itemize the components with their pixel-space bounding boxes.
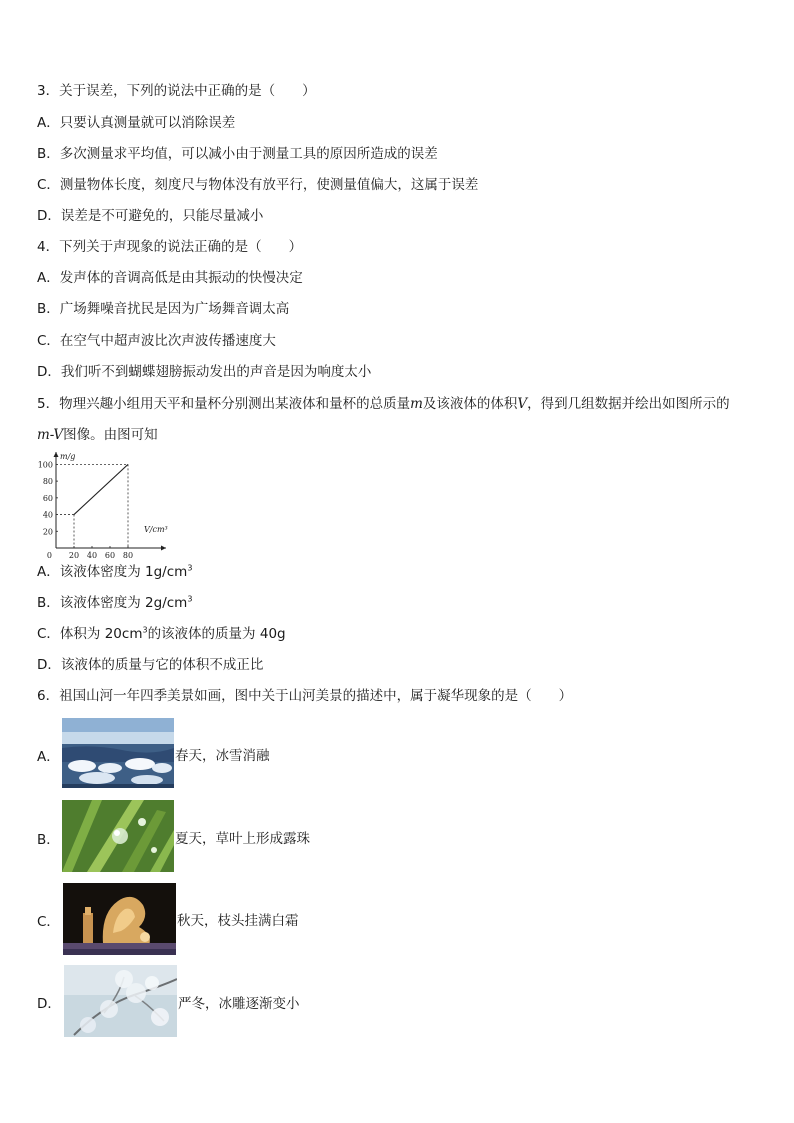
y-axis-arrow [54,452,59,457]
q5-stem-line1 [37,395,730,413]
q5-stem-part1: 5．物理兴趣小组用天平和量杯分别测出某液体和量杯的总质量 [37,396,411,412]
q5-var-m: m [410,396,423,412]
x-tick-label-80: 80 [122,551,134,558]
q5-option-a-text: A．该液体密度为 1g/cm [37,564,188,580]
q5-var-v: V [517,396,528,412]
y-tick-label-40: 40 [42,510,53,520]
q3-option-b: B．多次测量求平均值，可以减小由于测量工具的原因所造成的误差 [37,146,438,162]
x-axis-arrow [161,546,166,551]
q4-option-d: D．我们听不到蝴蝶翅膀振动发出的声音是因为响度太小 [37,364,372,380]
x-axis-label: V/cm³ [144,525,168,534]
q5-stem-line2 [37,426,158,444]
q5-option-c-text: C．体积为 20cm [37,626,143,642]
q5-option-b-sup: 3 [187,594,193,604]
y-tick-label-100: 100 [37,460,53,470]
mv-chart [36,450,196,558]
q4-option-b: B．广场舞噪音扰民是因为广场舞音调太高 [37,301,290,317]
q6-option-c-caption: 秋天，枝头挂满白霜 [177,913,299,929]
q6-option-a-label: A． [37,749,60,765]
q3-option-d: D．误差是不可避免的，只能尽量减小 [37,208,264,224]
q6-option-b-caption: 夏天，草叶上形成露珠 [175,831,310,847]
q5-option-a [37,563,192,581]
q3-option-a: A．只要认真测量就可以消除误差 [37,115,236,131]
q5-option-d: D．该液体的质量与它的体积不成正比 [37,657,264,673]
x-tick-label-20: 20 [68,551,80,558]
y-tick-label-20: 20 [42,527,53,537]
y-tick-label-60: 60 [42,493,53,503]
q5-var-mv: m-V [37,427,64,443]
q5-option-c-sup: 3 [142,625,148,635]
q6-option-b-label: B． [37,832,60,848]
q6-stem: 6．祖国山河一年四季美景如画，图中关于山河美景的描述中，属于凝华现象的是（ ） [37,688,573,704]
q4-stem: 4．下列关于声现象的说法正确的是（ ） [37,239,303,255]
x-tick-label-40: 40 [86,551,98,558]
q5-stem-part3: ，得到几组数据并绘出如图所示的 [527,396,730,412]
q6-option-c-image [63,883,176,955]
x-tick-label-60: 60 [104,551,116,558]
y-axis-label: m/g [60,452,76,461]
q5-stem-part2: 及该液体的体积 [422,396,518,412]
q6-option-a-caption: 春天，冰雪消融 [175,748,270,764]
q5-option-b [37,594,192,612]
q6-option-d-image [64,965,177,1037]
q3-option-c: C．测量物体长度，刻度尺与物体没有放平行，使测量值偏大，这属于误差 [37,177,479,193]
origin-label: 0 [46,551,52,558]
q3-stem: 3．关于误差，下列的说法中正确的是（ ） [37,83,316,99]
q6-option-c-label: C． [37,914,60,930]
series-line-0 [74,464,128,514]
q5-stem-part4: 图像。由图可知 [63,427,158,443]
q6-option-d-caption: 严冬，冰雕逐渐变小 [178,996,300,1012]
q5-option-c [37,625,286,643]
q5-option-a-sup: 3 [187,563,193,573]
q6-option-b-image [62,800,174,872]
q4-option-c: C．在空气中超声波比次声波传播速度大 [37,333,276,349]
q6-option-d-label: D． [37,996,61,1012]
q6-option-a-image [62,718,174,788]
y-tick-label-80: 80 [42,477,53,487]
q4-option-a: A．发声体的音调高低是由其振动的快慢决定 [37,270,303,286]
q5-option-c-post: 的该液体的质量为 40g [147,626,286,642]
q5-option-b-text: B．该液体密度为 2g/cm [37,595,188,611]
